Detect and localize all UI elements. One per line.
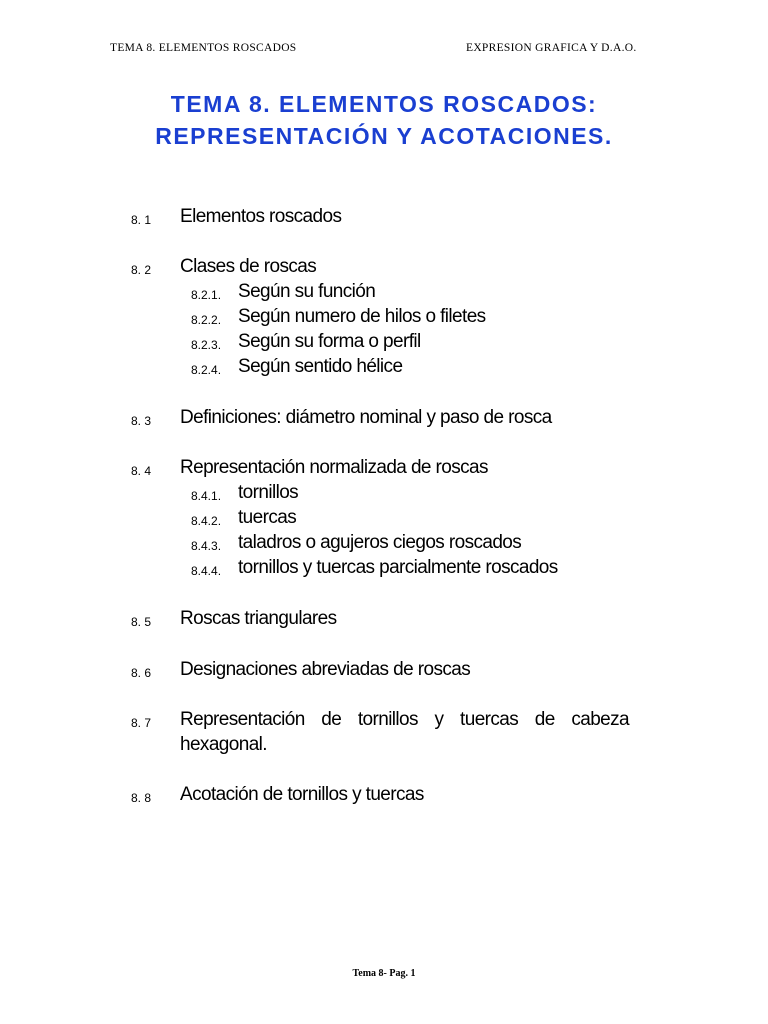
header-right-text: EXPRESION GRAFICA Y D.A.O. — [466, 42, 637, 54]
page-footer: Tema 8- Pag. 1 — [352, 968, 416, 979]
toc-number: 8. 7 — [131, 716, 152, 730]
title-line-2: REPRESENTACIÓN Y ACOTACIONES. — [155, 123, 613, 149]
header-left-text: TEMA 8. ELEMENTOS ROSCADOS — [110, 42, 297, 54]
toc-number: 8. 6 — [131, 666, 152, 680]
toc-number: 8. 4 — [131, 464, 152, 478]
toc-subitem: tornillos — [238, 482, 299, 503]
toc-item-line-1: Representación de tornillos y tuercas de cabeza — [180, 709, 629, 730]
toc-subnumber: 8.2.2. — [191, 313, 222, 327]
toc-number: 8. 5 — [131, 615, 152, 629]
toc-subnumber: 8.2.1. — [191, 288, 222, 302]
toc-number: 8. 2 — [131, 263, 152, 277]
title-line-1: TEMA 8. ELEMENTOS ROSCADOS: — [170, 91, 598, 117]
toc-number: 8. 1 — [131, 213, 152, 227]
toc-item: Acotación de tornillos y tuercas — [180, 784, 424, 805]
toc-item-line-2: hexagonal. — [180, 734, 267, 755]
toc-subitem: Según su función — [238, 281, 376, 302]
toc-number: 8. 3 — [131, 414, 152, 428]
toc-subitem: Según numero de hilos o filetes — [238, 306, 486, 327]
toc-item: Designaciones abreviadas de roscas — [180, 659, 471, 680]
toc-subnumber: 8.2.4. — [191, 363, 222, 377]
toc-subitem: taladros o agujeros ciegos roscados — [238, 532, 522, 553]
toc-item: Definiciones: diámetro nominal y paso de rosca — [180, 407, 552, 428]
toc-subitem: tornillos y tuercas parcialmente roscados — [238, 557, 558, 578]
toc-item: Clases de roscas — [180, 256, 317, 277]
toc-subnumber: 8.2.3. — [191, 338, 222, 352]
toc-subnumber: 8.4.3. — [191, 539, 222, 553]
toc-subnumber: 8.4.1. — [191, 489, 222, 503]
toc-item: Elementos roscados — [180, 206, 342, 227]
toc-subnumber: 8.4.2. — [191, 514, 222, 528]
toc-subitem: Según su forma o perfil — [238, 331, 421, 352]
toc-number: 8. 8 — [131, 791, 152, 805]
toc-subitem: Según sentido hélice — [238, 356, 403, 377]
toc-item: Representación normalizada de roscas — [180, 457, 488, 478]
toc-subitem: tuercas — [238, 507, 297, 528]
toc-item: Roscas triangulares — [180, 608, 337, 629]
toc-subnumber: 8.4.4. — [191, 564, 222, 578]
